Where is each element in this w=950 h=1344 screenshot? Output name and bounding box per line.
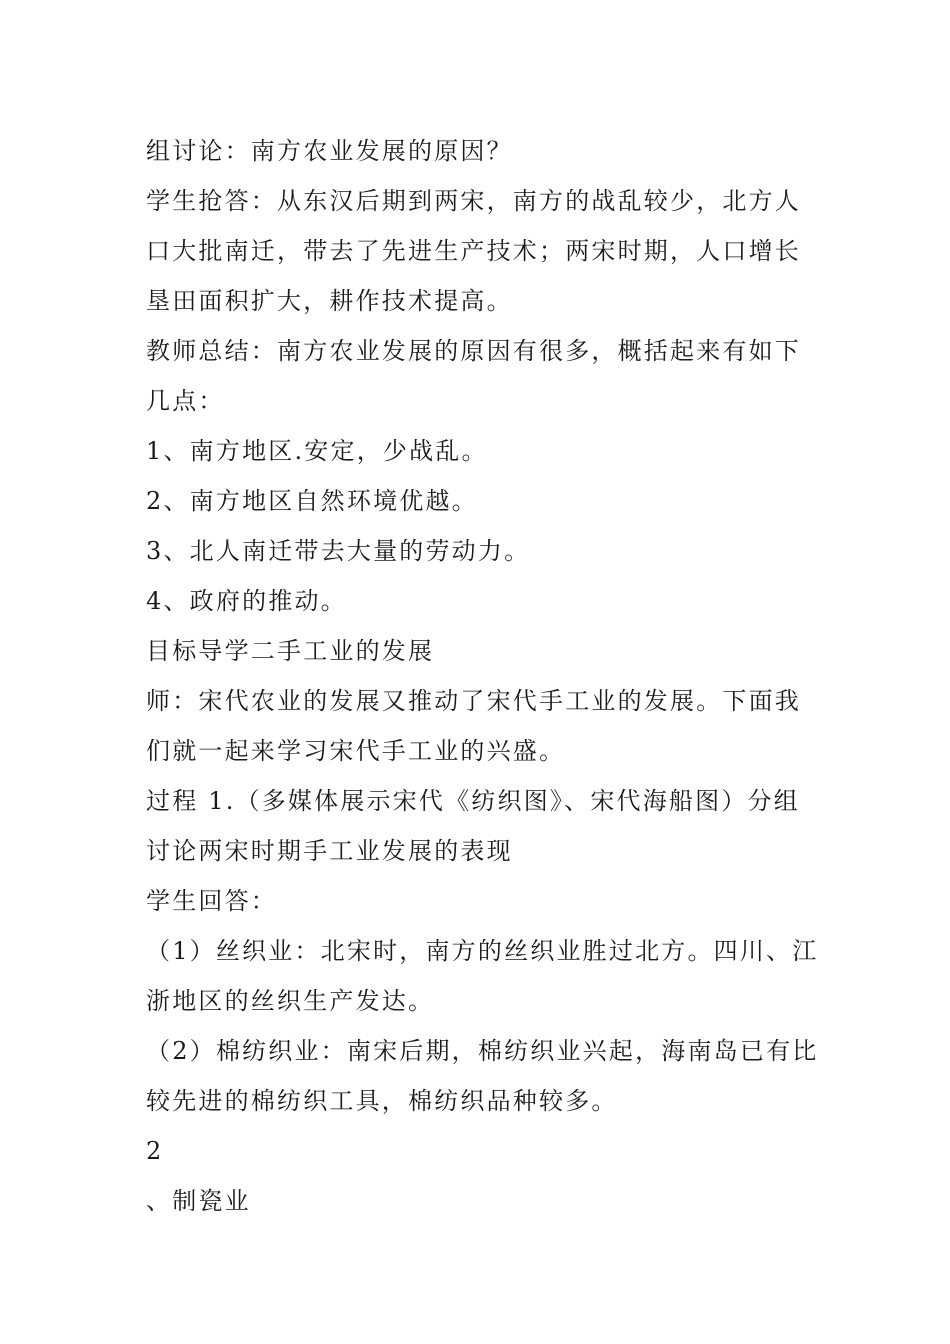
text-line: 浙地区的丝织生产发达。 (146, 987, 435, 1015)
list-item: 2、南方地区自然环境优越。 (146, 487, 478, 515)
text-line: 们就一起来学习宋代手工业的兴盛。 (146, 737, 566, 765)
list-item: 1、南方地区.安定，少战乱。 (146, 437, 488, 465)
text-line: 组讨论：南方农业发展的原因？ (146, 137, 513, 165)
text-line: 学生抢答：从东汉后期到两宋，南方的战乱较少，北方人 (146, 187, 801, 215)
list-item: （2）棉纺织业：南宋后期，棉纺织业兴起，海南岛已有比 (146, 1037, 819, 1065)
text-line: 讨论两宋时期手工业发展的表现 (146, 837, 513, 865)
list-item: 4、政府的推动。 (146, 587, 347, 615)
list-item: 3、北人南迁带去大量的劳动力。 (146, 537, 531, 565)
list-item: （1）丝织业：北宋时，南方的丝织业胜过北方。四川、江 (146, 937, 819, 965)
text-line: 几点： (146, 387, 225, 415)
text-line: 较先进的棉纺织工具，棉纺织品种较多。 (146, 1087, 618, 1115)
text-line: 口大批南迁，带去了先进生产技术；两宋时期，人口增长 (146, 237, 801, 265)
text-line: 、制瓷业 (146, 1187, 251, 1215)
text-line: 过程 1.（多媒体展示宋代《纺织图》、宋代海船图）分组 (146, 787, 800, 815)
text-line: 教师总结：南方农业发展的原因有很多，概括起来有如下 (146, 337, 801, 365)
list-number: 2 (146, 1137, 164, 1165)
text-line: 师：宋代农业的发展又推动了宋代手工业的发展。下面我 (146, 687, 801, 715)
text-line: 学生回答： (146, 887, 277, 915)
section-heading: 目标导学二手工业的发展 (146, 637, 435, 665)
text-line: 垦田面积扩大，耕作技术提高。 (146, 287, 513, 315)
